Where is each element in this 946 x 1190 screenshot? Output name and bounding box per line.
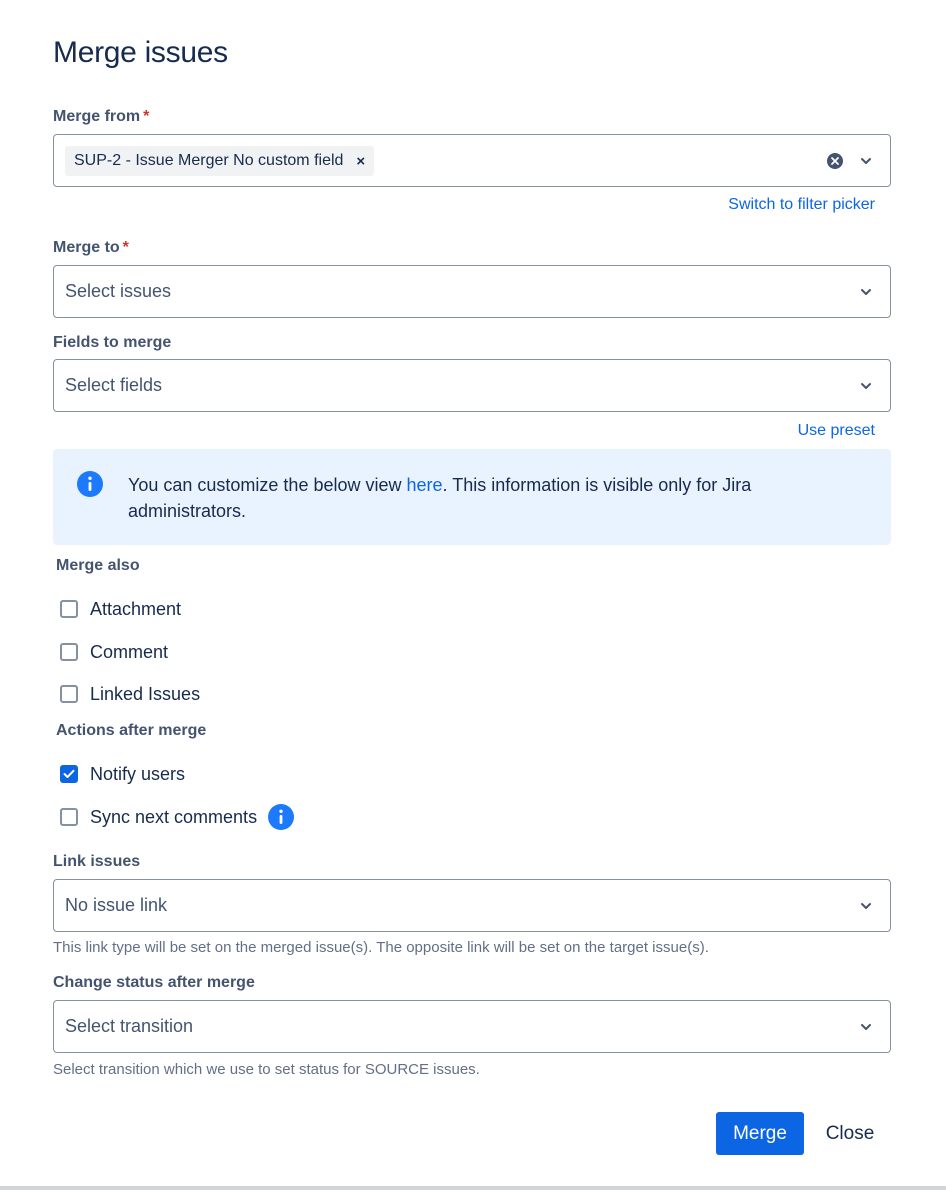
chevron-down-icon[interactable] [859, 1020, 873, 1034]
comment-checkbox[interactable] [60, 643, 78, 661]
use-preset-link[interactable]: Use preset [797, 422, 875, 439]
info-tooltip-icon[interactable] [267, 803, 295, 831]
link-issues-helper-text: This link type will be set on the merged issue(s). The opposite link will be set on the target issue(s). [53, 939, 709, 956]
selected-issue-tag [65, 146, 374, 176]
attachment-checkbox-label: Attachment [90, 598, 182, 619]
info-text-after: . This information is visible only for Jira administrators. [128, 475, 752, 521]
checkbox-row-comment[interactable] [60, 640, 168, 664]
change-status-select[interactable] [53, 1000, 891, 1053]
bottom-divider [0, 1186, 946, 1190]
actions-after-merge-heading: Actions after merge [56, 722, 207, 739]
chevron-down-icon[interactable] [859, 154, 873, 168]
close-button[interactable]: Close [812, 1112, 888, 1155]
chevron-down-icon[interactable] [859, 899, 873, 913]
merge-to-placeholder: Select issues [65, 281, 172, 301]
merge-from-label-text: Merge from [53, 108, 141, 125]
info-banner [53, 449, 891, 545]
checkbox-row-linked-issues[interactable] [60, 682, 200, 706]
checkbox-row-sync-next-comments[interactable] [60, 805, 295, 829]
required-asterisk: * [143, 108, 150, 125]
linked-issues-checkbox-label: Linked Issues [90, 683, 201, 704]
link-issues-value: No issue link [65, 895, 168, 915]
required-asterisk: * [122, 239, 129, 256]
tag-remove-icon[interactable]: × [356, 152, 366, 170]
dialog-title: Merge issues [53, 36, 228, 69]
notify-users-checkbox[interactable] [60, 765, 78, 783]
link-issues-select[interactable] [53, 879, 891, 932]
change-status-label: Change status after merge [53, 974, 255, 991]
info-text-before: You can customize the below view [128, 475, 407, 495]
merge-button[interactable]: Merge [716, 1112, 804, 1155]
merge-also-heading: Merge also [56, 557, 140, 574]
change-status-helper-text: Select transition which we use to set status for SOURCE issues. [53, 1061, 480, 1078]
switch-to-filter-picker-link[interactable]: Switch to filter picker [728, 196, 875, 213]
checkbox-row-attachment[interactable] [60, 597, 181, 621]
chevron-down-icon[interactable] [859, 285, 873, 299]
comment-checkbox-label: Comment [90, 641, 169, 662]
checkmark-icon [63, 769, 75, 779]
fields-to-merge-placeholder: Select fields [65, 375, 163, 395]
chevron-down-icon[interactable] [859, 379, 873, 393]
info-banner-text [128, 472, 848, 524]
merge-to-select[interactable] [53, 265, 891, 318]
linked-issues-checkbox[interactable] [60, 685, 78, 703]
link-issues-label: Link issues [53, 853, 141, 870]
info-icon [76, 470, 104, 498]
checkbox-row-notify-users[interactable] [60, 762, 185, 786]
merge-to-label [53, 239, 129, 257]
change-status-placeholder: Select transition [65, 1016, 194, 1036]
attachment-checkbox[interactable] [60, 600, 78, 618]
selected-issue-tag-label: SUP-2 - Issue Merger No custom field [74, 152, 344, 169]
fields-to-merge-label: Fields to merge [53, 334, 172, 351]
merge-from-select[interactable] [53, 134, 891, 187]
clear-selection-icon[interactable] [826, 152, 844, 170]
fields-to-merge-select[interactable] [53, 359, 891, 412]
customize-here-link[interactable]: here [406, 475, 443, 495]
merge-to-label-text: Merge to [53, 239, 120, 256]
notify-users-checkbox-label: Notify users [90, 763, 186, 784]
sync-next-comments-checkbox-label: Sync next comments [90, 806, 258, 827]
sync-next-comments-checkbox[interactable] [60, 808, 78, 826]
merge-from-label [53, 108, 149, 126]
